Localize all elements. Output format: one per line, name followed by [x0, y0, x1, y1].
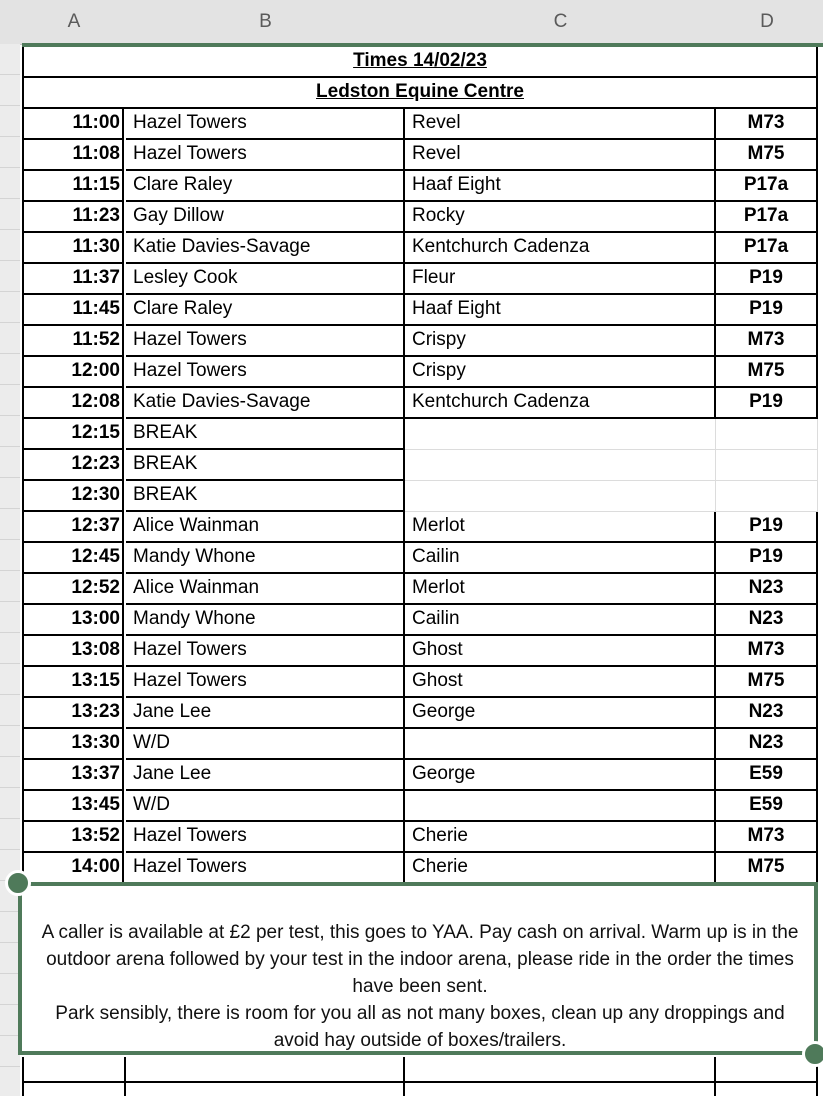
resize-handle-bottom-right[interactable] — [802, 1041, 823, 1067]
class-cell[interactable]: P19 — [716, 295, 818, 326]
time-cell[interactable]: 13:08 — [22, 636, 124, 667]
cell-border — [124, 1057, 126, 1096]
column-header-bar — [0, 0, 823, 45]
horse-cell[interactable]: Cailin — [405, 543, 716, 574]
horse-cell[interactable] — [405, 419, 716, 450]
rider-cell[interactable]: Alice Wainman — [126, 512, 405, 543]
rider-cell[interactable]: Hazel Towers — [126, 822, 405, 853]
class-cell[interactable]: M73 — [716, 109, 818, 140]
class-cell[interactable] — [716, 450, 818, 481]
rider-cell[interactable]: Clare Raley — [126, 295, 405, 326]
time-cell[interactable]: 13:15 — [22, 667, 124, 698]
class-cell[interactable]: M75 — [716, 140, 818, 171]
class-cell[interactable]: E59 — [716, 791, 818, 822]
table-row — [22, 171, 818, 202]
class-cell[interactable]: M75 — [716, 667, 818, 698]
time-cell[interactable]: 13:30 — [22, 729, 124, 760]
class-cell[interactable] — [716, 481, 818, 512]
class-cell[interactable] — [716, 419, 818, 450]
horse-cell[interactable]: Merlot — [405, 574, 716, 605]
time-cell[interactable]: 12:23 — [22, 450, 124, 481]
horse-cell[interactable]: Fleur — [405, 264, 716, 295]
rider-cell[interactable]: Katie Davies-Savage — [126, 388, 405, 419]
class-cell[interactable]: P19 — [716, 388, 818, 419]
notice-text-box[interactable] — [18, 882, 818, 1055]
notice-line-1: A caller is available at £2 per test, this goes to YAA. Pay cash on arrival. Warm up is in the outdoor arena followed by your test in the indoor arena, please ride in the order the times have been sent. — [41, 922, 799, 997]
class-cell[interactable]: N23 — [716, 574, 818, 605]
class-cell[interactable]: N23 — [716, 605, 818, 636]
time-cell[interactable]: 12:45 — [22, 543, 124, 574]
venue-text: Ledston Equine Centre — [316, 81, 524, 102]
horse-cell[interactable]: Kentchurch Cadenza — [405, 388, 716, 419]
rider-cell[interactable]: Lesley Cook — [126, 264, 405, 295]
column-header-a[interactable]: A — [67, 11, 81, 32]
column-header-c[interactable]: C — [553, 11, 568, 32]
time-cell[interactable]: 12:52 — [22, 574, 124, 605]
horse-cell[interactable]: Merlot — [405, 512, 716, 543]
class-cell[interactable]: E59 — [716, 760, 818, 791]
class-cell[interactable]: P17a — [716, 233, 818, 264]
table-row — [22, 140, 818, 171]
table-row — [22, 109, 818, 140]
rider-cell[interactable]: BREAK — [126, 450, 405, 481]
table-row — [22, 295, 818, 326]
table-row — [22, 450, 818, 481]
cell-border — [714, 1057, 716, 1096]
class-cell[interactable]: M75 — [716, 853, 818, 884]
table-row — [22, 853, 818, 884]
rider-cell[interactable]: Katie Davies-Savage — [126, 233, 405, 264]
rider-cell[interactable]: BREAK — [126, 481, 405, 512]
table-row — [22, 605, 818, 636]
time-cell[interactable]: 11:45 — [22, 295, 124, 326]
notice-text — [30, 919, 810, 1054]
time-cell[interactable]: 12:08 — [22, 388, 124, 419]
table-row — [22, 388, 818, 419]
time-cell[interactable]: 13:52 — [22, 822, 124, 853]
time-cell[interactable]: 13:37 — [22, 760, 124, 791]
venue-cell[interactable] — [22, 78, 818, 109]
time-cell[interactable]: 11:52 — [22, 326, 124, 357]
rider-cell[interactable]: Jane Lee — [126, 760, 405, 791]
horse-cell[interactable]: Kentchurch Cadenza — [405, 233, 716, 264]
table-row — [22, 202, 818, 233]
class-cell[interactable]: M73 — [716, 636, 818, 667]
horse-cell[interactable] — [405, 450, 716, 481]
class-cell[interactable]: M73 — [716, 822, 818, 853]
time-cell[interactable]: 13:23 — [22, 698, 124, 729]
horse-cell[interactable]: Ghost — [405, 667, 716, 698]
table-row — [22, 357, 818, 388]
column-header-b[interactable]: B — [259, 11, 272, 32]
title-cell[interactable] — [22, 47, 818, 78]
time-cell[interactable]: 11:15 — [22, 171, 124, 202]
table-row — [22, 574, 818, 605]
table-row — [22, 264, 818, 295]
table-row — [22, 481, 818, 512]
class-cell[interactable]: P17a — [716, 171, 818, 202]
time-cell[interactable]: 11:00 — [22, 109, 124, 140]
horse-cell[interactable]: George — [405, 760, 716, 791]
table-row — [22, 698, 818, 729]
time-cell[interactable]: 12:00 — [22, 357, 124, 388]
time-cell[interactable]: 11:08 — [22, 140, 124, 171]
rider-cell[interactable]: Hazel Towers — [126, 109, 405, 140]
time-cell[interactable]: 12:15 — [22, 419, 124, 450]
table-row — [22, 729, 818, 760]
time-cell[interactable]: 12:30 — [22, 481, 124, 512]
row-header-gutter[interactable] — [0, 44, 20, 1096]
rider-cell[interactable]: BREAK — [126, 419, 405, 450]
horse-cell[interactable]: George — [405, 698, 716, 729]
horse-cell[interactable]: Cailin — [405, 605, 716, 636]
table-row — [22, 512, 818, 543]
table-row — [22, 760, 818, 791]
empty-row[interactable] — [22, 1057, 818, 1096]
rider-cell[interactable]: W/D — [126, 791, 405, 822]
class-cell[interactable]: N23 — [716, 729, 818, 760]
resize-handle-top-left[interactable] — [5, 870, 31, 896]
horse-cell[interactable]: Ghost — [405, 636, 716, 667]
cell-border — [22, 1081, 818, 1083]
rider-cell[interactable]: Hazel Towers — [126, 326, 405, 357]
rider-cell[interactable]: Hazel Towers — [126, 140, 405, 171]
class-cell[interactable]: M73 — [716, 326, 818, 357]
time-cell[interactable]: 11:37 — [22, 264, 124, 295]
table-row — [22, 326, 818, 357]
horse-cell[interactable]: Cherie — [405, 853, 716, 884]
rider-cell[interactable]: W/D — [126, 729, 405, 760]
time-cell[interactable]: 13:45 — [22, 791, 124, 822]
time-cell[interactable]: 11:30 — [22, 233, 124, 264]
table-row — [22, 419, 818, 450]
rider-cell[interactable]: Mandy Whone — [126, 543, 405, 574]
class-cell[interactable]: P19 — [716, 264, 818, 295]
horse-cell[interactable] — [405, 791, 716, 822]
horse-cell[interactable]: Rocky — [405, 202, 716, 233]
rider-cell[interactable]: Clare Raley — [126, 171, 405, 202]
table-row — [22, 667, 818, 698]
class-cell[interactable]: P19 — [716, 543, 818, 574]
cell-border — [22, 1057, 24, 1096]
table-row — [22, 543, 818, 574]
horse-cell[interactable]: Haaf Eight — [405, 171, 716, 202]
horse-cell[interactable]: Haaf Eight — [405, 295, 716, 326]
table-row — [22, 636, 818, 667]
rider-cell[interactable]: Hazel Towers — [126, 357, 405, 388]
rider-cell[interactable]: Jane Lee — [126, 698, 405, 729]
table-row — [22, 791, 818, 822]
time-cell[interactable]: 14:00 — [22, 853, 124, 884]
horse-cell[interactable]: Crispy — [405, 357, 716, 388]
horse-cell[interactable]: Cherie — [405, 822, 716, 853]
horse-cell[interactable] — [405, 729, 716, 760]
time-cell[interactable]: 13:00 — [22, 605, 124, 636]
cell-border — [403, 1057, 405, 1096]
table-row — [22, 822, 818, 853]
class-cell[interactable]: P17a — [716, 202, 818, 233]
horse-cell[interactable]: Revel — [405, 140, 716, 171]
horse-cell[interactable]: Revel — [405, 109, 716, 140]
table-row — [22, 233, 818, 264]
rider-cell[interactable]: Hazel Towers — [126, 636, 405, 667]
rider-cell[interactable]: Alice Wainman — [126, 574, 405, 605]
time-cell[interactable]: 11:23 — [22, 202, 124, 233]
rider-cell[interactable]: Hazel Towers — [126, 853, 405, 884]
notice-line-2: Park sensibly, there is room for you all as not many boxes, clean up any droppings and avoid hay outside of boxes/trailers. — [55, 1003, 785, 1051]
class-cell[interactable]: P19 — [716, 512, 818, 543]
time-cell[interactable]: 12:37 — [22, 512, 124, 543]
class-cell[interactable]: N23 — [716, 698, 818, 729]
rider-cell[interactable]: Gay Dillow — [126, 202, 405, 233]
rider-cell[interactable]: Hazel Towers — [126, 667, 405, 698]
horse-cell[interactable]: Crispy — [405, 326, 716, 357]
class-cell[interactable]: M75 — [716, 357, 818, 388]
rider-cell[interactable]: Mandy Whone — [126, 605, 405, 636]
title-text: Times 14/02/23 — [353, 50, 487, 71]
horse-cell[interactable] — [405, 481, 716, 512]
column-header-d[interactable]: D — [760, 11, 774, 32]
